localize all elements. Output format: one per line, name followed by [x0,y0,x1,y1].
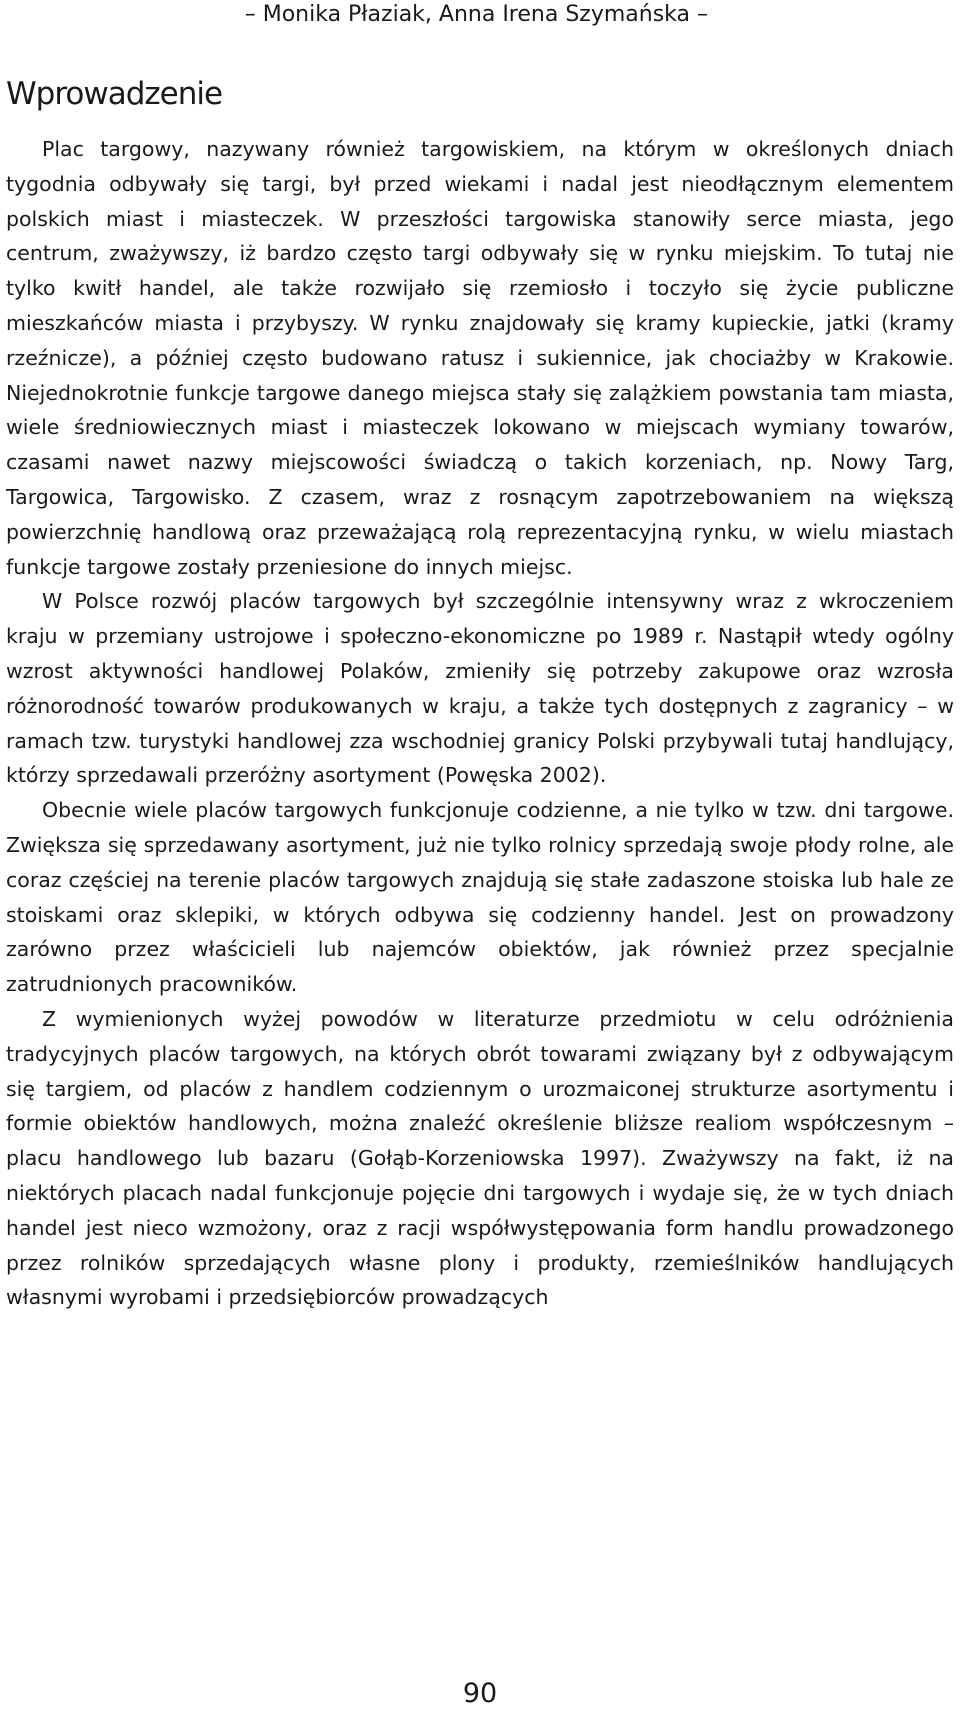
body-text [6,132,954,1315]
section-heading: Wprowadzenie [6,76,223,112]
paragraph: Z wymienionych wyżej powodów w literaturze przedmiotu w celu odróżnienia tradycyjnych placów targowych, na których obrót towarami związany był z odbywającym się targiem, od placów z handlem codziennym o urozmaiconej strukturze asortymentu i formie obiektów handlowych, można znaleźć określenie bliższe realiom współczesnym – placu handlowego lub bazaru (Gołąb-Korzeniowska 1997). Zważywszy na fakt, iż na niektórych placach nadal funkcjonuje pojęcie dni targowych i wydaje się, że w tych dniach handel jest nieco wzmożony, oraz z racji współwystępowania form handlu prowadzonego przez rolników sprzedających własne plony i produkty, rzemieślników handlujących własnymi wyrobami i przedsiębiorców prowadzących [6,1006,954,1310]
paragraph: Obecnie wiele placów targowych funkcjonuje codzienne, a nie tylko w tzw. dni targowe. Zwiększa się sprzedawany asortyment, już nie tylko rolnicy sprzedają swoje płody rolne, ale coraz częściej na terenie placów targowych znajdują się stałe zadaszone stoiska lub hale ze stoiskami oraz sklepiki, w których odbywa się codzienny handel. Jest on prowadzony zarówno przez właścicieli lub najemców obiektów, jak również przez specjalnie zatrudnionych pracowników. [6,798,954,997]
paragraph: W Polsce rozwój placów targowych był szczególnie intensywny wraz z wkroczeniem kraju w przemiany ustrojowe i społeczno-ekonomiczne po 1989 r. Nastąpił wtedy ogólny wzrost aktywności handlowej Polaków, zmieniły się potrzeby zakupowe oraz wzrosła różnorodność towarów produkowanych w kraju, a także tych dostępnych z zagranicy – w ramach tzw. turystyki handlowej zza wschodniej granicy Polski przybywali tutaj handlujący, którzy sprzedawali przeróżny asortyment (Powęska 2002). [6,589,954,788]
running-header: – Monika Płaziak, Anna Irena Szymańska – [244,2,708,27]
page-number: 90 [462,1678,498,1709]
paragraph: Plac targowy, nazywany również targowiskiem, na którym w określonych dniach tygodnia odbywały się targi, był przed wiekami i nadal jest nieodłącznym elementem polskich miast i miasteczek. W przeszłości targowiska stanowiły serce miasta, jego centrum, zważywszy, iż bardzo często targi odbywały się w rynku miejskim. To tutaj nie tylko kwitł handel, ale także rozwijało się rzemiosło i toczyło się życie publiczne mieszkańców miasta i przybyszy. W rynku znajdowały się kramy kupieckie, jatki (kramy rzeźnicze), a później często budowano ratusz i sukiennice, jak chociażby w Krakowie. Niejednokrotnie funkcje targowe danego miejsca stały się zalążkiem powstania tam miasta, wiele średniowiecznych miast i miasteczek lokowano w miejscach wymiany towarów, czasami nawet nazwy miejscowości świadczą o takich korzeniach, np. Nowy Targ, Targowica, Targowisko. Z czasem, wraz z rosnącym zapotrzebowaniem na większą powierzchnię handlową oraz przeważającą rolą reprezentacyjną rynku, w wielu miastach funkcje targowe zostały przeniesione do innych miejsc. [6,137,954,579]
